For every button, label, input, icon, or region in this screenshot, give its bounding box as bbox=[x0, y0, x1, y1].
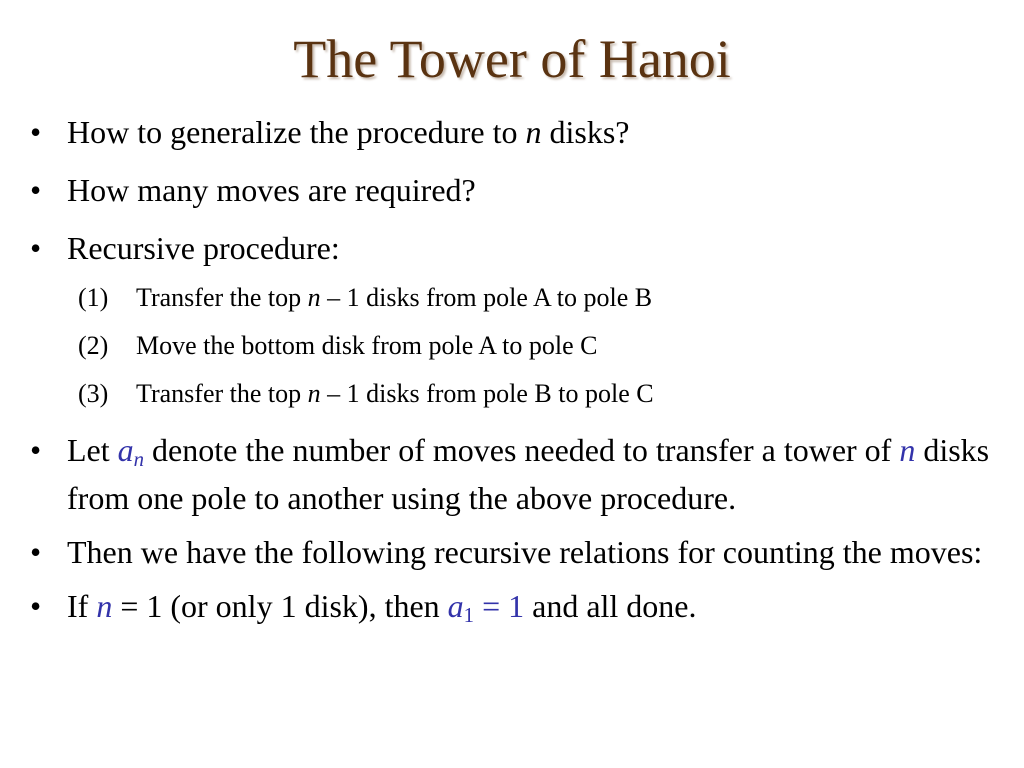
bullet-text: and all done. bbox=[524, 588, 697, 624]
math-var-n: n bbox=[307, 283, 321, 312]
bullet-dot: • bbox=[30, 588, 42, 624]
bullet-text: How many moves are required? bbox=[67, 172, 476, 208]
bullet-dot: • bbox=[30, 432, 42, 468]
procedure-steps bbox=[30, 274, 990, 418]
step-3 bbox=[78, 370, 990, 418]
bullet-text: How to generalize the procedure to bbox=[67, 114, 526, 150]
step-number: (1) bbox=[78, 283, 109, 312]
bullet-dot: • bbox=[30, 230, 42, 266]
bullet-dot: • bbox=[30, 172, 42, 208]
step-text: Transfer the top bbox=[136, 283, 308, 312]
math-var-a: a bbox=[447, 588, 464, 624]
math-var-n: n bbox=[899, 432, 916, 468]
step-number: (3) bbox=[78, 379, 109, 408]
bullet-text: = 1 (or only 1 disk), then bbox=[112, 588, 448, 624]
step-1 bbox=[78, 274, 990, 322]
bullet-text: Let bbox=[67, 432, 118, 468]
step-text: Move the bottom disk from pole A to pole C bbox=[136, 331, 598, 360]
bullet-text: If bbox=[67, 588, 97, 624]
bullet-dot: • bbox=[30, 114, 42, 150]
math-var-a: a bbox=[117, 432, 134, 468]
bullet-text: disks from one pole to another using the above procedure. bbox=[67, 432, 990, 516]
step-2 bbox=[78, 322, 990, 370]
bullet-recursive-relations bbox=[30, 528, 990, 576]
bullet-let-an bbox=[30, 426, 990, 522]
math-subscript-1: 1 bbox=[463, 604, 475, 628]
step-number: (2) bbox=[78, 331, 109, 360]
step-text: – 1 disks from pole A to pole B bbox=[320, 283, 653, 312]
math-equals-one: = 1 bbox=[474, 588, 525, 624]
bullet-text: disks? bbox=[541, 114, 630, 150]
step-text: – 1 disks from pole B to pole C bbox=[320, 379, 654, 408]
bullet-moves-required bbox=[30, 166, 990, 214]
bullet-base-case bbox=[30, 582, 990, 630]
bullet-text: Then we have the following recursive relations for counting the moves: bbox=[67, 534, 983, 570]
math-var-n: n bbox=[525, 114, 542, 150]
math-var-n: n bbox=[96, 588, 113, 624]
math-var-n: n bbox=[307, 379, 321, 408]
bullet-recursive-procedure bbox=[30, 224, 990, 272]
bullet-dot: • bbox=[30, 534, 42, 570]
slide-body bbox=[30, 108, 990, 630]
bullet-text: Recursive procedure: bbox=[67, 230, 340, 266]
bullet-text: denote the number of moves needed to transfer a tower of bbox=[144, 432, 900, 468]
slide-title: The Tower of Hanoi bbox=[293, 29, 731, 89]
math-subscript-n: n bbox=[133, 448, 145, 472]
bullet-generalize bbox=[30, 108, 990, 156]
step-text: Transfer the top bbox=[136, 379, 308, 408]
